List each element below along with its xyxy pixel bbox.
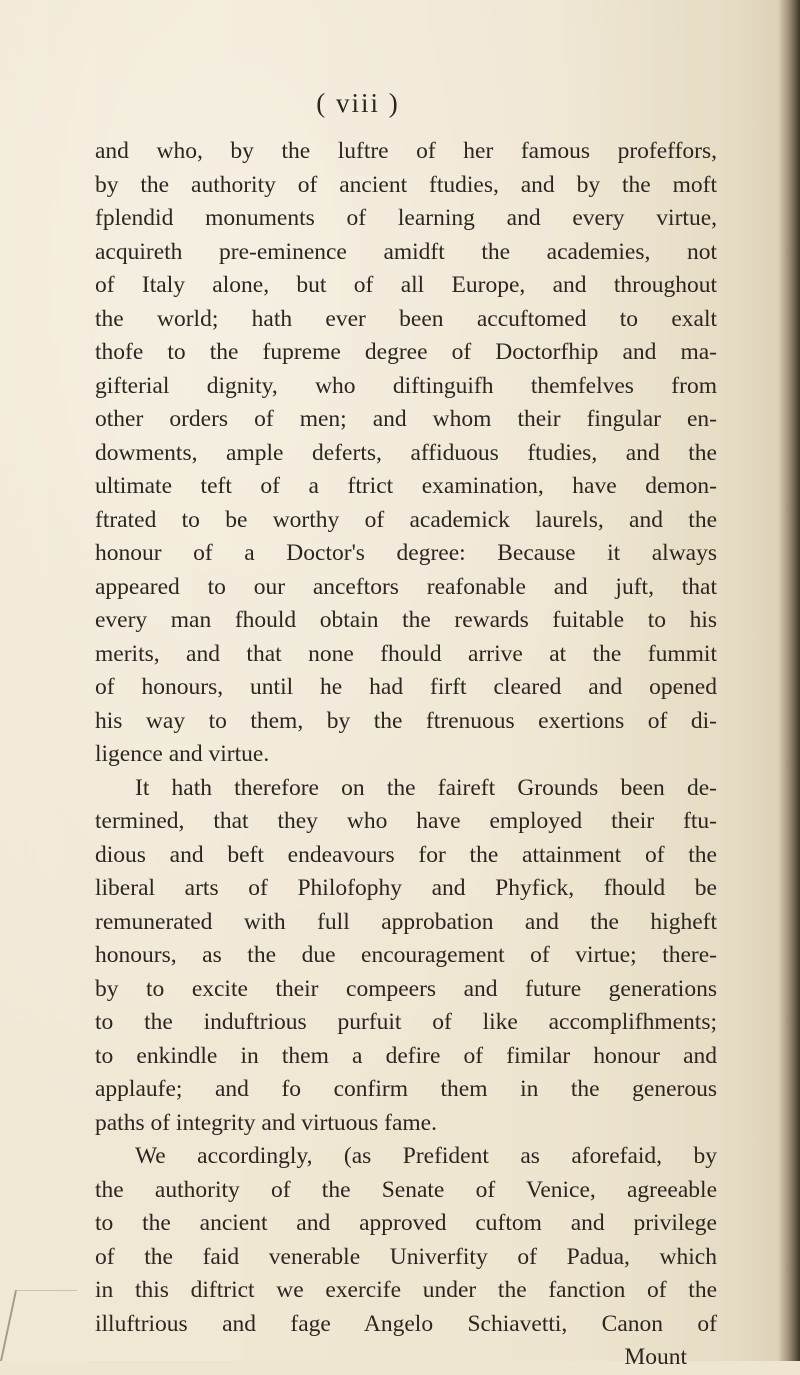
text-line: to enkindle in them a defire of fimilar honour and	[95, 1042, 717, 1069]
text-line: merits, and that none fhould arrive at the fummit	[95, 640, 717, 667]
text-line: illuftrious and fage Angelo Schiavetti, Canon of	[95, 1310, 717, 1337]
paragraph-start-line: We accordingly, (as Prefident as aforefaid, by	[135, 1143, 717, 1169]
text-line: to the induftrious purfuit of like accomplifhments;	[95, 1009, 717, 1035]
text-line: ftrated to be worthy of academick laurels, and the	[95, 506, 717, 533]
text-line: fplendid monuments of learning and every virtue,	[95, 205, 717, 231]
text-line: dious and beft endeavours for the attainment of the	[95, 841, 717, 868]
text-line: dowments, ample deferts, affiduous ftudies, and the	[95, 439, 717, 466]
paragraph-start-line: It hath therefore on the faireft Grounds been de-	[135, 774, 717, 801]
text-line: every man fhould obtain the rewards fuitable to his	[95, 607, 717, 633]
text-line: gifterial dignity, who diftinguifh themfelves from	[95, 372, 717, 399]
text-line: applaufe; and fo confirm them in the generous	[95, 1076, 717, 1102]
text-line: ultimate teft of a ftrict examination, have demon-	[95, 473, 717, 499]
text-line: the world; hath ever been accuftomed to exalt	[95, 305, 717, 332]
text-line: honours, as the due encouragement of virtue; there-	[95, 942, 717, 968]
text-line: of the faid venerable Univerfity of Padua, which	[95, 1243, 717, 1270]
page-corner-mark	[0, 1290, 77, 1361]
text-line: of honours, until he had firft cleared and opened	[95, 674, 717, 700]
text-line: of Italy alone, but of all Europe, and throughout	[95, 272, 717, 298]
page-gutter-shadow	[778, 0, 800, 1361]
text-line: termined, that they who have employed their ftu-	[95, 808, 717, 834]
paragraph-end-line: paths of integrity and virtuous fame.	[95, 1109, 437, 1136]
body-text	[95, 135, 717, 1375]
text-line: thofe to the fupreme degree of Doctorfhip and ma-	[95, 339, 717, 365]
text-line: to the ancient and approved cuftom and privilege	[95, 1210, 717, 1236]
text-line: by to excite their compeers and future generations	[95, 975, 717, 1002]
paragraph-end-line: ligence and virtue.	[95, 741, 270, 767]
text-line: liberal arts of Philofophy and Phyfick, fhould be	[95, 875, 717, 901]
text-line: acquireth pre-eminence amidft the academies, not	[95, 238, 717, 265]
text-line: appeared to our anceftors reafonable and juft, that	[95, 573, 717, 600]
text-line: and who, by the luftre of her famous profeffors,	[95, 138, 717, 164]
text-line: other orders of men; and whom their fingular en-	[95, 406, 717, 432]
catchword: Mount	[624, 1344, 687, 1370]
text-line: his way to them, by the ftrenuous exertions of di-	[95, 707, 717, 734]
text-line: by the authority of ancient ftudies, and by the moft	[95, 171, 717, 198]
page-number: ( viii )	[316, 88, 400, 118]
text-line: remunerated with full approbation and the higheft	[95, 908, 717, 935]
text-line: in this diftrict we exercife under the fanction of the	[95, 1277, 717, 1303]
text-line: honour of a Doctor's degree: Because it always	[95, 540, 717, 566]
text-line: the authority of the Senate of Venice, agreeable	[95, 1176, 717, 1203]
